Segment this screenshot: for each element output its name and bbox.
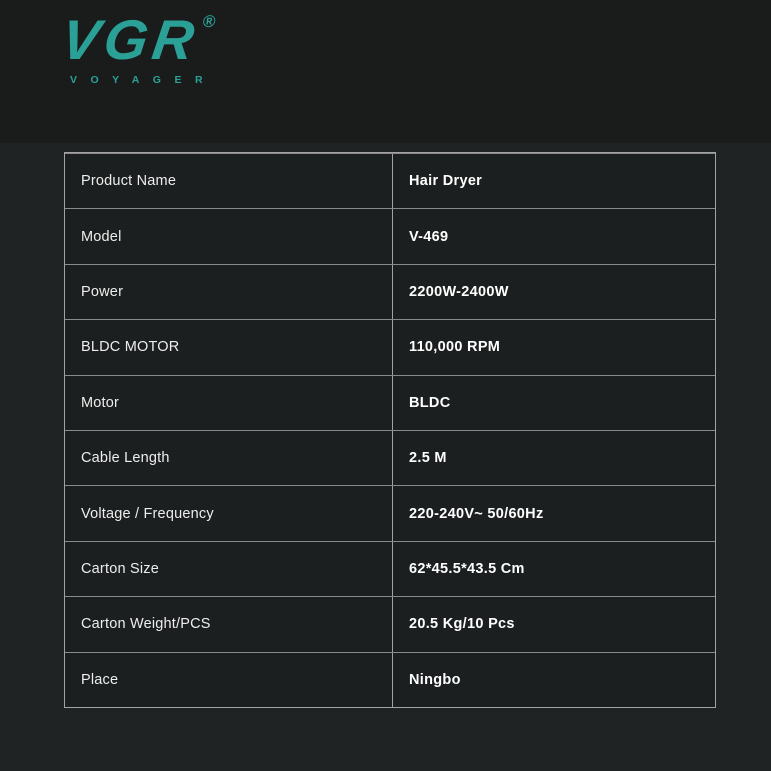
spec-label: Product Name — [81, 173, 177, 190]
header-band — [0, 0, 771, 143]
table-row — [65, 375, 715, 430]
spec-label: Carton Weight/PCS — [81, 616, 211, 633]
spec-value: Hair Dryer — [392, 154, 715, 208]
spec-table — [64, 152, 716, 708]
logo-text: VGR — [57, 8, 203, 71]
spec-label: Voltage / Frequency — [81, 505, 214, 522]
spec-label: Power — [81, 284, 124, 301]
spec-value: 2200W-2400W — [392, 265, 715, 319]
table-row — [65, 208, 715, 263]
table-row — [65, 541, 715, 596]
spec-value: 110,000 RPM — [392, 320, 715, 374]
spec-value: 62*45.5*43.5 Cm — [392, 542, 715, 596]
logo-wordmark — [57, 8, 220, 71]
table-row — [65, 319, 715, 374]
table-row — [65, 264, 715, 319]
spec-value: Ningbo — [392, 653, 715, 707]
table-row — [65, 652, 715, 707]
spec-label: Carton Size — [81, 561, 159, 578]
spec-label: Cable Length — [81, 450, 170, 467]
spec-value: 220-240V~ 50/60Hz — [392, 486, 715, 540]
spec-value: BLDC — [392, 376, 715, 430]
table-row — [65, 430, 715, 485]
table-row — [65, 485, 715, 540]
spec-label: Model — [81, 228, 122, 245]
spec-label: Place — [81, 671, 119, 688]
logo-tagline: VOYAGER — [70, 74, 217, 86]
brand-logo — [57, 8, 217, 86]
spec-label: Motor — [81, 394, 120, 411]
spec-value: 20.5 Kg/10 Pcs — [392, 597, 715, 651]
table-row — [65, 596, 715, 651]
spec-value: 2.5 M — [392, 431, 715, 485]
spec-label: BLDC MOTOR — [81, 339, 180, 356]
registered-trademark-icon: ® — [201, 12, 217, 31]
table-row — [65, 153, 715, 208]
spec-value: V-469 — [392, 209, 715, 263]
